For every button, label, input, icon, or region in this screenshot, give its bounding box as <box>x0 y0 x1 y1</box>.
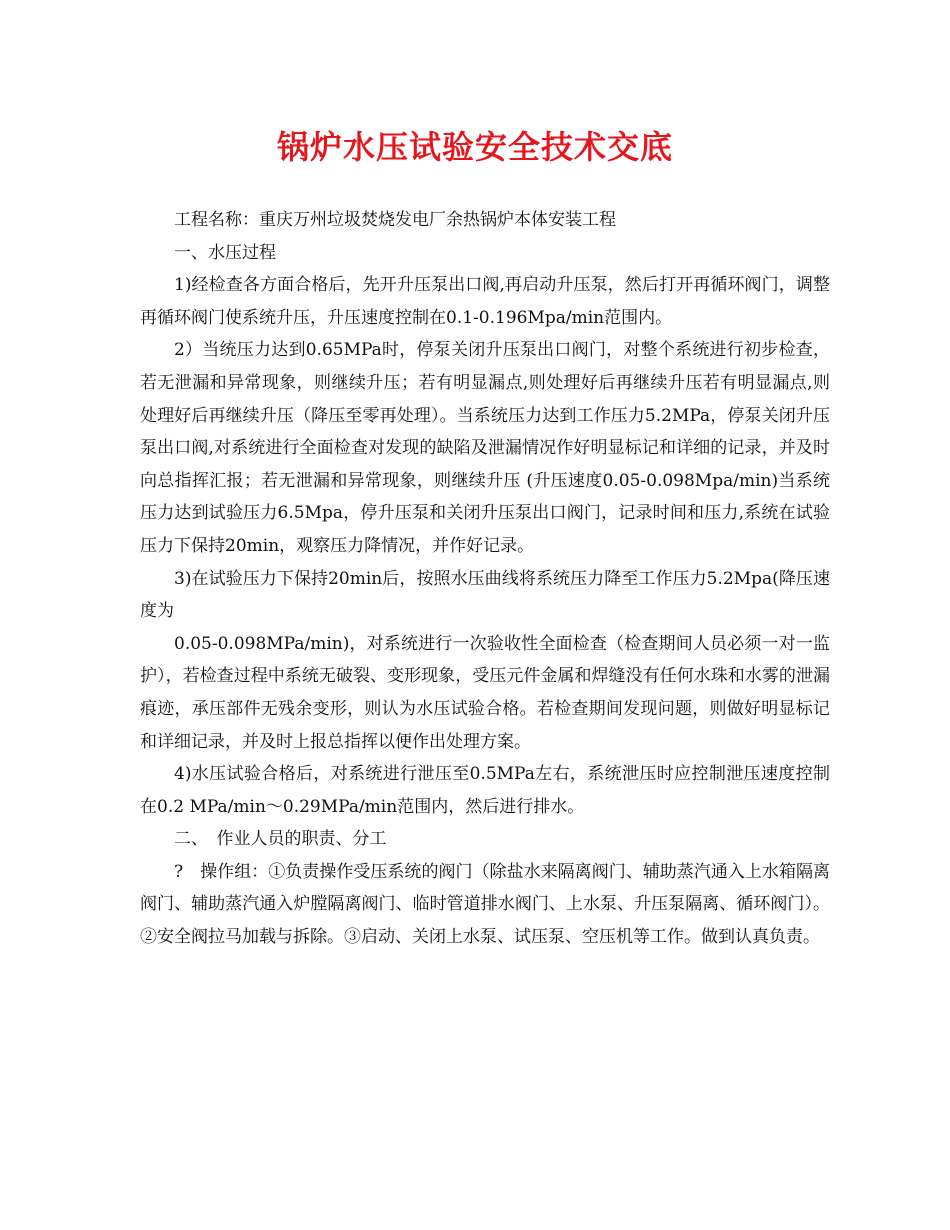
section-1-heading: 一、水压过程 <box>174 242 276 263</box>
section-2-heading: 二、 作业人员的职责、分工 <box>174 829 387 850</box>
paragraph-3a: 3)在试验压力下保持20min后，按照水压曲线将系统压力降至工作压力5.2Mpa(降压速度为 <box>140 568 830 622</box>
paragraph-4: 4)水压试验合格后，对系统进行泄压至0.5MPa左右，系统泄压时应控制泄压速度控制在0.2 MPa/min～0.29MPa/min范围内，然后进行排水。 <box>140 764 830 817</box>
paragraph-1: 1)经检查各方面合格后，先开升压泵出口阀,再启动升压泵，然后打开再循环阀门，调整再循环阀门使系统升压，升压速度控制在0.1-0.196Mpa/min范围内。 <box>140 275 830 328</box>
document-body <box>140 204 830 954</box>
paragraph-3b: 0.05-0.098MPa/min)，对系统进行一次验收性全面检查（检查期间人员必须一对一监护），若检查过程中系统无破裂、变形现象，受压元件金属和焊缝没有任何水珠和水雾的泄漏痕迹，承压部件无残余变形，则认为水压试验合格。若检查期间发现问题，则做好明显标记和详细记录，并及时上报总指挥以便作出处理方案。 <box>140 633 830 752</box>
paragraph-2: 2）当统压力达到0.65MPa时，停泵关闭升压泵出口阀门，对整个系统进行初步检查，若无泄漏和异常现象，则继续升压；若有明显漏点,则处理好后再继续升压若有明显漏点,则处理好后再继续升压（降压至零再处理）。当系统压力达到工作压力5.2MPa，停泵关闭升压泵出口阀,对系统进行全面检查对发现的缺陷及泄漏情况作好明显标记和详细的记录，并及时向总指挥汇报；若无泄漏和异常现象，则继续升压 (升压速度0.05-0.098Mpa/min)当系统压力达到试验压力6.5Mpa，停升压泵和关闭升压泵出口阀门，记录时间和压力,系统在试验压力下保持20min，观察压力降情况，并作好记录。 <box>140 340 830 556</box>
paragraph-5: ? 操作组：①负责操作受压系统的阀门（除盐水来隔离阀门、辅助蒸汽通入上水箱隔离阀门、辅助蒸汽通入炉膛隔离阀门、临时管道排水阀门、上水泵、升压泵隔离、循环阀门）。②安全阀拉马加载与拆除。③启动、关闭上水泵、试压泵、空压机等工作。做到认真负责。 <box>140 861 830 948</box>
project-name: 工程名称：重庆万州垃圾焚烧发电厂余热锅炉本体安装工程 <box>174 210 616 230</box>
document-title: 锅炉水压试验安全技术交底 <box>276 128 673 166</box>
